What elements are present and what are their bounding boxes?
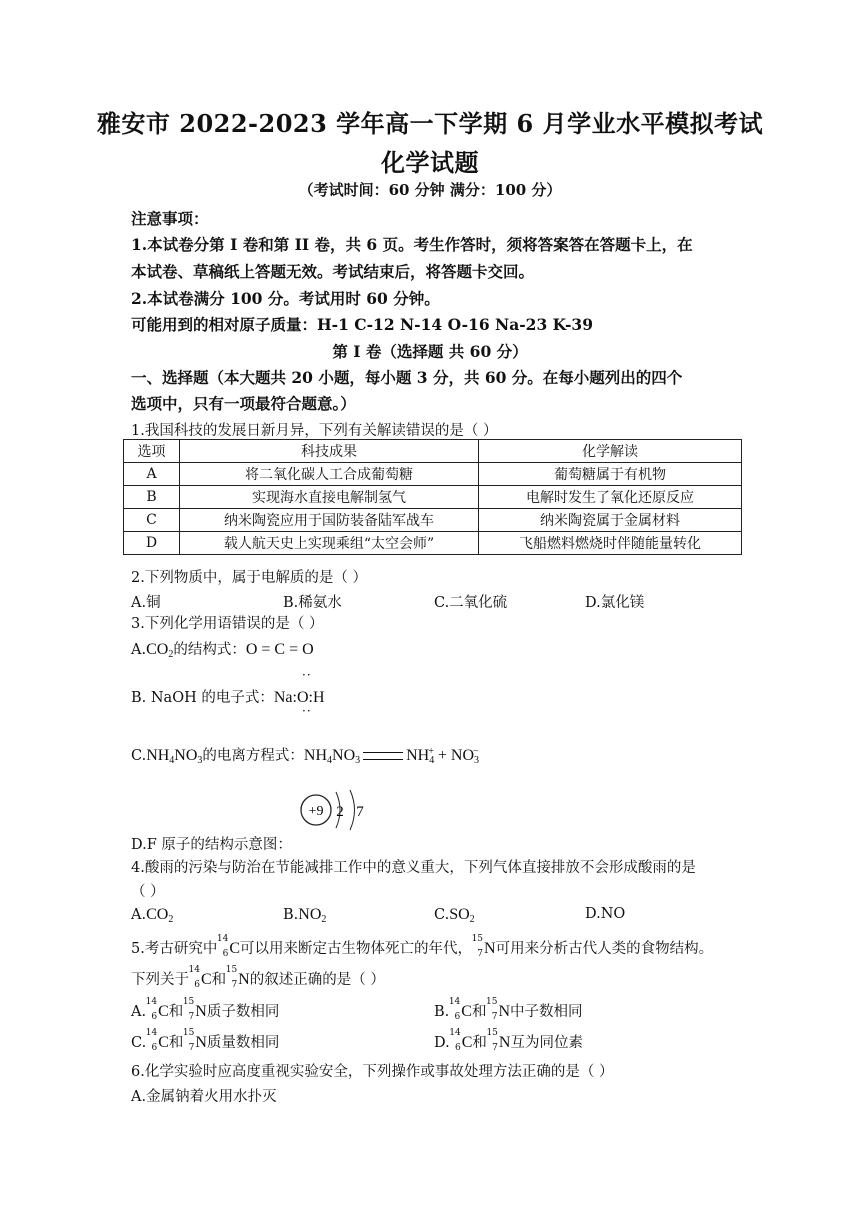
section-title: 第 I 卷（选择题 共 60 分） — [332, 342, 528, 361]
option-label: C. — [131, 748, 147, 764]
table-cell: A — [124, 463, 180, 486]
question-3-option-c — [131, 744, 479, 766]
note-2: 2.本试卷满分 100 分。考试用时 60 分钟。 — [131, 289, 440, 308]
table-row — [124, 532, 742, 555]
subject-title: 化学试题 — [381, 148, 479, 177]
question-4-stem-line-2: （ ） — [131, 884, 165, 900]
question-6-stem: 6.化学实验时应高度重视实验安全，下列操作或事故处理方法正确的是（ ） — [131, 1064, 614, 1080]
fluorine-atom-diagram — [296, 786, 376, 836]
option-text: 的结构式： — [173, 642, 246, 658]
question-5-option-b: B. 14 6 C和 15 7 N中子数相同 — [434, 997, 583, 1022]
question-2-option-c: C.二氧化硫 — [434, 595, 508, 611]
question-5-option-c: C. 14 6 C和 15 7 N质量数相同 — [131, 1028, 280, 1053]
question-2-option-a: A.铜 — [131, 595, 161, 611]
table-cell: 将二氧化碳人工合成葡萄糖 — [180, 463, 479, 486]
question-3-option-b — [131, 686, 325, 707]
table-row — [124, 486, 742, 509]
lone-pair-dots-bottom: ·· — [302, 704, 312, 718]
question-1-stem: 1.我国科技的发展日新月异，下列有关解读错误的是（ ） — [131, 423, 498, 439]
exam-info: （考试时间：60 分钟 满分：100 分） — [298, 181, 562, 199]
table-row — [124, 509, 742, 532]
question-5-option-d: D. 14 6 C和 15 7 N互为同位素 — [434, 1028, 583, 1053]
question-3-option-a — [131, 638, 314, 660]
table-cell: 纳米陶瓷属于金属材料 — [479, 509, 742, 532]
atomic-masses: 可能用到的相对原子质量：H-1 C-12 N-14 O-16 Na-23 K-39 — [131, 315, 593, 334]
electron-formula: Na:O:H — [273, 689, 325, 706]
question-4-stem-line-1: 4.酸雨的污染与防治在节能减排工作中的意义重大，下列气体直接排放不会形成酸雨的是 — [131, 860, 696, 876]
option-label: A. — [131, 642, 147, 658]
co2-formula: $CO_2$ — [146, 641, 174, 660]
question-4-option-a: $A.CO_2$ — [131, 906, 174, 925]
question-4-option-b: $B.NO_2$ — [283, 906, 327, 925]
table-cell: 飞船燃料燃烧时伴随能量转化 — [479, 532, 742, 555]
table-cell: B — [124, 486, 180, 509]
table-header-cell: 科技成果 — [180, 440, 479, 463]
question-5-stem-line-2: 下列关于 14 6 C和 15 7 N的叙述正确的是（ ） — [131, 965, 385, 990]
question-2-stem: 2.下列物质中，属于电解质的是（ ） — [131, 570, 367, 586]
lone-pair-dots-top: ·· — [302, 668, 312, 682]
option-text: B. NaOH 的电子式： — [131, 690, 274, 706]
question-6-option-a: A.金属钠着火用水扑灭 — [131, 1089, 277, 1105]
notes-heading: 注意事项： — [131, 209, 209, 228]
question-3-stem: 3.下列化学用语错误的是（ ） — [131, 616, 324, 632]
question-1-table — [123, 439, 742, 555]
table-cell: D — [124, 532, 180, 555]
nh4no3-formula: $NH_4NO_3$ — [146, 747, 203, 766]
question-2-option-b: B.稀氨水 — [283, 595, 342, 611]
nucleus-charge: +9 — [308, 804, 324, 819]
question-4-option-c: $C.SO_2$ — [434, 906, 475, 925]
table-cell: 电解时发生了氧化还原反应 — [479, 486, 742, 509]
section-instructions-line-2: 选项中，只有一项最符合题意。） — [131, 394, 356, 413]
shell-2-electrons: 7 — [356, 804, 364, 820]
question-5-option-a: A. 14 6 C和 15 7 N质子数相同 — [131, 997, 280, 1022]
note-1-line-2: 本试卷、草稿纸上答题无效。考试结束后，将答题卡交回。 — [131, 262, 535, 281]
table-header-row — [124, 440, 742, 463]
section-instructions-line-1: 一、选择题（本大题共 20 小题，每小题 3 分，共 60 分。在每小题列出的四个 — [131, 368, 683, 387]
question-4-option-d: D.NO — [585, 906, 626, 922]
electron-shell-2 — [350, 790, 355, 830]
isotope-c14: 14 6 — [216, 934, 229, 959]
table-cell: 葡萄糖属于有机物 — [479, 463, 742, 486]
shell-1-electrons: 2 — [336, 804, 344, 820]
structural-formula: O = C = O — [245, 641, 314, 658]
option-text: 的电离方程式： — [202, 748, 304, 764]
exam-title: 雅安市 2022-2023 学年高一下学期 6 月学业水平模拟考试 — [96, 109, 764, 138]
table-header-cell: 选项 — [124, 440, 180, 463]
table-cell: 实现海水直接电解制氢气 — [180, 486, 479, 509]
note-1-line-1: 1.本试卷分第 I 卷和第 II 卷，共 6 页。考生作答时，须将答案答在答题卡上，在 — [131, 235, 693, 254]
question-5-stem-line-1: 5.考古研究中 14 6 C可以用来断定古生物体死亡的年代， 15 7 N可用来分析古代人类的食物结构。 — [131, 934, 714, 959]
table-header-cell: 化学解读 — [479, 440, 742, 463]
question-3-option-d: D.F 原子的结构示意图： — [131, 837, 292, 853]
table-cell: 载人航天史上实现乘组“太空会师” — [180, 532, 479, 555]
equals-arrow — [363, 752, 403, 760]
ionization-equation: $NH_4NO_3$ $NH_4^+ + NO_3^-$ — [303, 746, 480, 766]
table-cell: 纳米陶瓷应用于国防装备陆军战车 — [180, 509, 479, 532]
table-row — [124, 463, 742, 486]
table-cell: C — [124, 509, 180, 532]
question-2-option-d: D.氯化镁 — [585, 595, 645, 611]
isotope-n15: 15 7 — [471, 934, 484, 959]
